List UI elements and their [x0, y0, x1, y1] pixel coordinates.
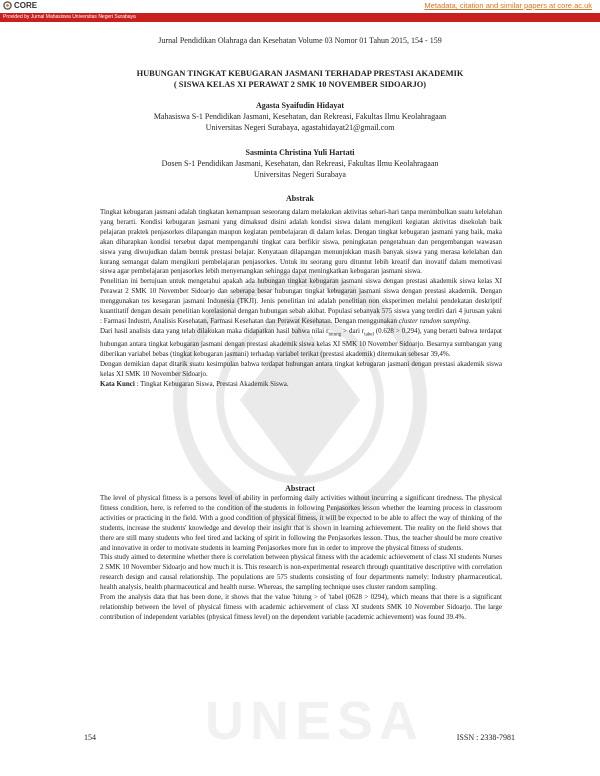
author-affiliation: Universitas Negeri Surabaya — [254, 170, 346, 179]
abstrak-italic: cluster random sampling. — [398, 316, 471, 325]
author-block-1 — [0, 100, 600, 133]
issn: ISSN : 2338-7981 — [456, 733, 515, 742]
abstrak-heading: Abstrak — [285, 194, 314, 203]
title-line-2: ( SISWA KELAS XI PERAWAT 2 SMK 10 NOVEMBER SIDOARJO) — [173, 80, 427, 89]
abstrak-text: Penelitian ini bertujuan untuk mengetahui apakah ada hubungan tingkat kebugaran jasmani siswa dengan prestasi akademik siswa kelas XI Perawat 2 SMK 10 November Sidoarjo dan seberapa besar hubungan tingkat kebugaran jasmani siswa dengan prestasi akademik. Dengan menggunakan tes kesegaran jasmani Indonesia (TKJI). Jenis penelitian ini adalah penelitian non eksperimen melalui pendekatan deskriptif kuantitatif dengan desain penelitian korelasional dengan hubungan sebab akibat. Populasi sebanyak 575 siswa yang terdiri dari 4 jurusan yakni : Farmasi Industri, Analisis Kesehatan, Farmasi Kesehatan dan Perawat Kesehatan. Dengan menggunakan — [100, 277, 502, 325]
abstrak-paragraph — [100, 277, 502, 327]
abstrak-text: > dari r — [341, 326, 365, 335]
author-name: Agasta Syaifudin Hidayat — [255, 101, 345, 110]
author-affiliation: Universitas Negeri Surabaya, agastahidayat21@gmail.com — [205, 123, 395, 132]
abstrak-paragraph — [100, 327, 502, 360]
abstract-paragraph: This study aimed to determine whether there is correlation between physical fitness with the academic achievement of class XI students Nurses 2 SMK 10 November Sidoarjo and how much it is. This research is non-experimental research through quantitative descriptive with correlation research design and causal relationship. The populations are 575 students consisting of four departments namely: Industry pharmaceutical, health analysis, health pharmaceutical and health nurse. Whereas, the sampling technique uses cluster random sampling. — [100, 553, 502, 592]
journal-header: Jurnal Pendidikan Olahraga dan Kesehatan Volume 03 Nomor 01 Tahun 2015, 154 - 159 — [158, 36, 442, 45]
abstrak-text: Dari hasil analisis data yang telah dilakukan maka didapatkan hasil bahwa nilai r — [100, 326, 329, 335]
core-topbar — [0, 0, 600, 13]
abstrak-paragraph: Tingkat kebugaran jasmani adalah tingkatan kemampuan seseorang dalam melakukan aktivitas sehari-hari tanpa menimbulkan suatu kelelahan yang berarti. Kondisi kebugaran jasmani yang dimaksud disini adalah kondisi siswa dalam mengikuti kegiatan aktivitas disekolah baik pelajaran praktek penjasorkes dilapangan maupun kegiatan pembelajaran di dalam kelas. Dengan tingkat kebugaran jasmani yang baik, maka akan diharapkan kondisi tersebut dapat mempengaruhi tingkat cara berfikir siswa, peningkatan pengetahuan dan pengembangan wawasan siswa yang diwujudkan dalam bentuk prestasi belajar. Kenyataan dilapangan menunjukkan masih banyak siswa yang merasa kelelahan dan kurang semangat dalam mengikuti pembelajaran penjasorkes. Untuk itu seorang guru dituntut lebih kreatif dan inovatif dalam memotivasi siswa agar pembelajaran penjasorkes lebih menyenangkan sehingga dapat meningkatkan kebugaran jasmani siswa. — [100, 208, 502, 276]
paper-title — [80, 68, 520, 90]
core-logo-label: CORE — [14, 1, 38, 10]
keywords-line — [100, 380, 502, 390]
keywords-text: : Tingkat Kebugaran Siswa, Prestasi Akademik Siswa. — [136, 379, 289, 388]
abstrak-body — [100, 208, 502, 390]
abstract-paragraph: From the analysis data that has been done, it shows that the value 'hitung > of 'tabel (0628 > 0294), which means that there is a significant relationship between the level of physical fitness with academic achievement of class XI students SMK 10 November Sidoarjo. The large contribution of independent variables (physical fitness level) on the dependent variable (academic achievement) was found 39.4%. — [100, 593, 502, 621]
abstract-paragraph: The level of physical fitness is a persons level of ability in performing daily activities without incurring a significant tiredness. The physical fitness condition, here, is referred to the condition of the students in following Penjasorkes lesson whether the learning process in classroom activities or practicing in the field. With a good condition of physical fitness, it will be expected to be able to affect the way of thinking of the students, increase the students' knowledge and develop their insight that is shown in learning achievement. The reality on the field shows that there are still many students who feel tired and lacking of spirit in following the Penjasorkes lesson. Thus, the teacher should be more creative and innovative in order to motivate students in learning Penjasorkes more fun in order to improve the physical fitness of students. — [100, 494, 502, 552]
watermark-text: UNESA — [205, 691, 425, 751]
provided-by-bar[interactable]: Provided by Jurnal Mahasiswa Universitas Negeri Surabaya — [0, 13, 600, 22]
core-metadata-link[interactable]: Metadata, citation and similar papers at core.ac.uk — [424, 1, 592, 10]
author-affiliation: Dosen S-1 Pendidikan Jasmani, Kesehatan, dan Rekreasi, Fakultas Ilmu Keolahragaan — [161, 159, 439, 168]
core-logo-icon — [3, 1, 12, 10]
keywords-label: Kata Kunci — [100, 379, 135, 388]
subscript: hitung — [328, 332, 342, 338]
subscript: tabel — [364, 332, 374, 338]
page-number: 154 — [84, 733, 96, 742]
core-logo[interactable] — [3, 1, 37, 10]
abstract-heading: Abstract — [285, 484, 315, 493]
abstrak-paragraph: Dengan demikian dapat ditarik suatu kesimpulan bahwa terdapat hubungan antara tingkat kebugaran jasmani dengan prestasi akademik siswa kelas XI SMK 10 November Sidoarjo. — [100, 359, 502, 378]
abstract-body — [100, 494, 502, 623]
abstrak-text: (0.628 > 0.294), yang berarti bahwa terdapat hubungan antara tingkat kebugaran jasmani dengan prestasi akademik siswa kelas XI SMK 10 November Sidoarjo. Besarnya sumbangan yang diberikan variabel bebas (tingkat kebugaran jasmani) terhadap variabel terikat (prestasi akademik) ditemukan sebesar 39,4%. — [100, 326, 502, 359]
author-affiliation: Mahasiswa S-1 Pendidikan Jasmani, Kesehatan, dan Rekreasi, Fakultas Ilmu Keolahragaan — [153, 112, 447, 121]
author-name: Sasminta Christina Yuli Hartati — [245, 148, 355, 157]
title-line-1: HUBUNGAN TINGKAT KEBUGARAN JASMANI TERHADAP PRESTASI AKADEMIK — [136, 69, 464, 78]
author-block-2 — [0, 147, 600, 180]
